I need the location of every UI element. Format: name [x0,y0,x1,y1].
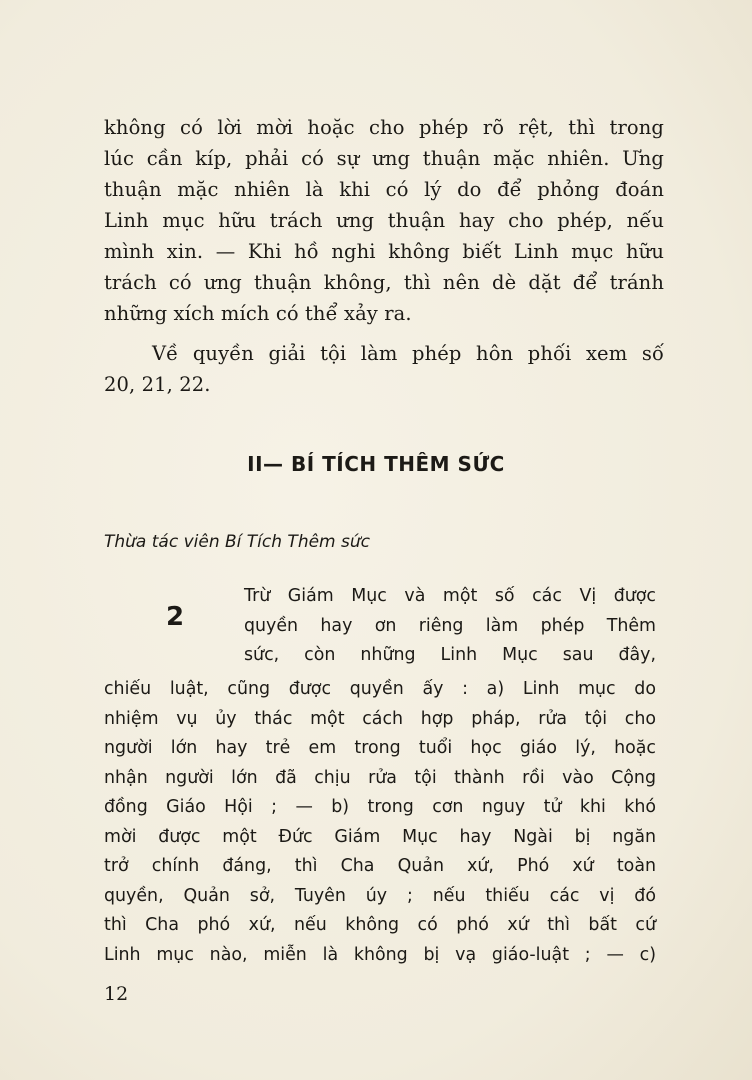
text-line: Linh mục nào, miễn là không bị vạ giáo-luật ; — c) [104,944,656,965]
article-text [104,675,656,970]
text-line: nhận người lớn đã chịu rửa tội thành rồi vào Cộng [104,767,656,788]
text-line: Về quyền giải tội làm phép hôn phối xem số [152,342,664,365]
page-number: 12 [104,983,129,1005]
paragraph-1 [104,112,664,329]
text-line: Linh mục hữu trách ưng thuận hay cho phép, nếu [104,209,664,232]
text-line: quyền, Quản sở, Tuyên úy ; nếu thiếu các vị đó [104,885,656,906]
text-line: 20, 21, 22. [104,373,211,396]
article-indented-text [244,582,656,671]
subsection-title: Thừa tác viên Bí Tích Thêm sức [104,532,370,552]
text-line: trở chính đáng, thì Cha Quản xứ, Phó xứ toàn [104,856,656,876]
text-line: đồng Giáo Hội ; — b) trong cơn nguy tử khi khó [104,797,656,817]
text-line: chiếu luật, cũng được quyền ấy : a) Linh mục do [104,679,656,699]
text-line: mình xin. — Khi hồ nghi không biết Linh mục hữu [104,240,664,263]
text-line: trách có ưng thuận không, thì nên dè dặt để tránh [104,271,664,294]
text-line: mời được một Đức Giám Mục hay Ngài bị ngăn [104,826,656,847]
text-line: sức, còn những Linh Mục sau đây, [244,645,656,665]
article-number: 2 [166,602,185,632]
text-line: quyền hay ơn riêng làm phép Thêm [244,615,656,636]
text-line: những xích mích có thể xảy ra. [104,302,412,325]
text-line: thì Cha phó xứ, nếu không có phó xứ thì bất cứ [104,915,656,935]
paragraph-2 [104,338,664,400]
text-line: không có lời mời hoặc cho phép rõ rệt, thì trong [104,116,664,139]
section-heading: II— BÍ TÍCH THÊM SỨC [247,452,505,476]
text-line: lúc cần kíp, phải có sự ưng thuận mặc nhiên. Ưng [104,147,664,170]
text-line: Trừ Giám Mục và một số các Vị được [244,586,656,606]
text-line: người lớn hay trẻ em trong tuổi học giáo lý, hoặc [104,738,656,758]
text-line: thuận mặc nhiên là khi có lý do để phỏng đoán [104,178,664,201]
text-line: nhiệm vụ ủy thác một cách hợp pháp, rửa tội cho [104,708,656,729]
